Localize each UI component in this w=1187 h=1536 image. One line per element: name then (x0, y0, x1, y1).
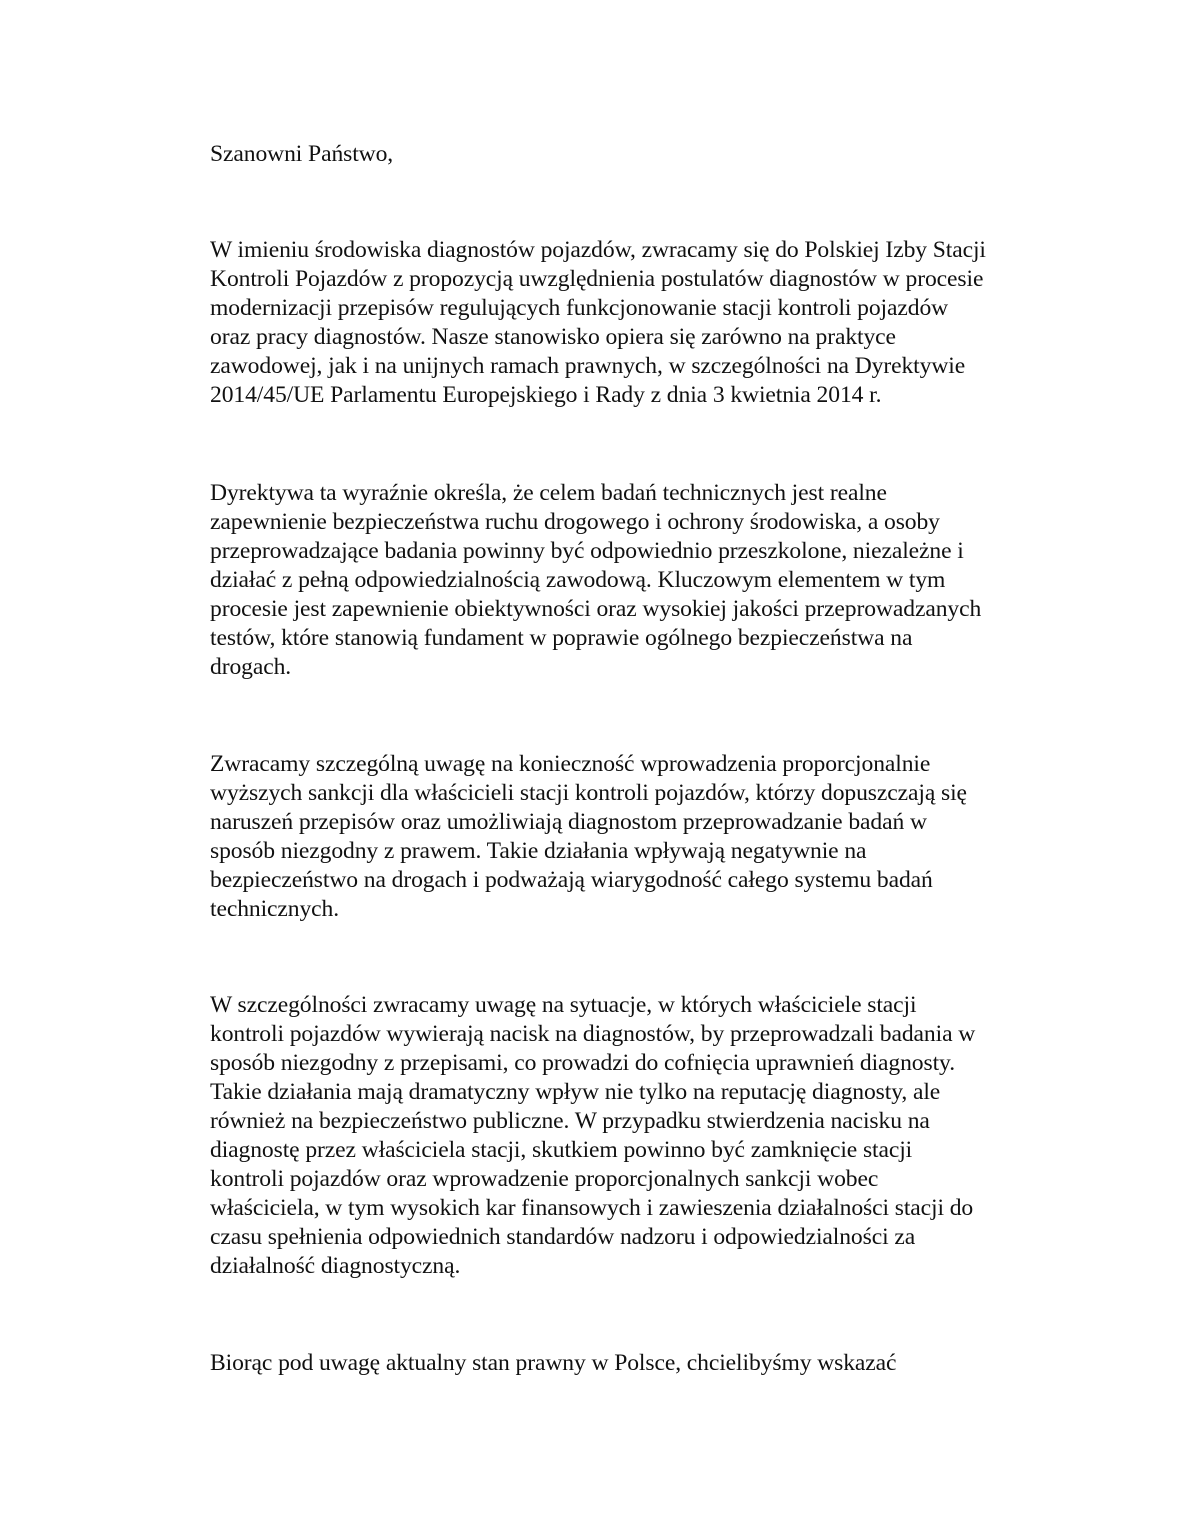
paragraph-line: W imieniu środowiska diagnostów pojazdów, zwracamy się do Polskiej Izby Stacji (210, 237, 986, 263)
salutation: Szanowni Państwo, (210, 141, 394, 167)
paragraph-line: przeprowadzające badania powinny być odpowiednio przeszkolone, niezależne i (210, 538, 964, 564)
paragraph-line: kontroli pojazdów wywierają nacisk na diagnostów, by przeprowadzali badania w (210, 1021, 976, 1047)
paragraph-line: procesie jest zapewnienie obiektywności oraz wysokiej jakości przeprowadzanych (210, 596, 982, 622)
paragraph-line: czasu spełnienia odpowiednich standardów nadzoru i odpowiedzialności za (210, 1224, 916, 1250)
paragraph-line: Kontroli Pojazdów z propozycją uwzględnienia postulatów diagnostów w procesie (210, 266, 984, 292)
paragraph-line: sposób niezgodny z prawem. Takie działania wpływają negatywnie na (210, 838, 867, 864)
paragraph-line: kontroli pojazdów oraz wprowadzenie proporcjonalnych sankcji wobec (210, 1166, 879, 1192)
paragraph-line: działalność diagnostyczną. (210, 1253, 461, 1279)
paragraph-line: zawodowej, jak i na unijnych ramach prawnych, w szczególności na Dyrektywie (210, 353, 966, 379)
paragraph-line: W szczególności zwracamy uwagę na sytuacje, w których właściciele stacji (210, 992, 917, 1018)
paragraph-line: 2014/45/UE Parlamentu Europejskiego i Rady z dnia 3 kwietnia 2014 r. (210, 382, 882, 408)
paragraph-line: modernizacji przepisów regulujących funkcjonowanie stacji kontroli pojazdów (210, 295, 949, 321)
paragraph-line: działać z pełną odpowiedzialnością zawodową. Kluczowym elementem w tym (210, 567, 946, 593)
paragraph-line: naruszeń przepisów oraz umożliwiają diagnostom przeprowadzanie badań w (210, 809, 927, 835)
paragraph-line: Zwracamy szczególną uwagę na konieczność wprowadzenia proporcjonalnie (210, 751, 931, 777)
paragraph-line: Dyrektywa ta wyraźnie określa, że celem badań technicznych jest realne (210, 480, 887, 506)
paragraph-line: oraz pracy diagnostów. Nasze stanowisko opiera się zarówno na praktyce (210, 324, 896, 350)
paragraph-line: bezpieczeństwo na drogach i podważają wiarygodność całego systemu badań (210, 867, 933, 893)
paragraph-line: sposób niezgodny z przepisami, co prowadzi do cofnięcia uprawnień diagnosty. (210, 1050, 955, 1076)
paragraph-line: Biorąc pod uwagę aktualny stan prawny w Polsce, chcielibyśmy wskazać (210, 1350, 897, 1376)
paragraph-line: diagnostę przez właściciela stacji, skutkiem powinno być zamknięcie stacji (210, 1137, 913, 1163)
paragraph-line: właściciela, w tym wysokich kar finansowych i zawieszenia działalności stacji do (210, 1195, 974, 1221)
paragraph-line: również na bezpieczeństwo publiczne. W przypadku stwierdzenia nacisku na (210, 1108, 930, 1134)
paragraph-line: zapewnienie bezpieczeństwa ruchu drogowego i ochrony środowiska, a osoby (210, 509, 940, 535)
paragraph-line: testów, które stanowią fundament w poprawie ogólnego bezpieczeństwa na (210, 625, 913, 651)
paragraph-line: technicznych. (210, 896, 340, 922)
paragraph-line: drogach. (210, 654, 292, 680)
paragraph-line: wyższych sankcji dla właścicieli stacji kontroli pojazdów, którzy dopuszczają się (210, 780, 967, 806)
paragraph-line: Takie działania mają dramatyczny wpływ nie tylko na reputację diagnosty, ale (210, 1079, 941, 1105)
